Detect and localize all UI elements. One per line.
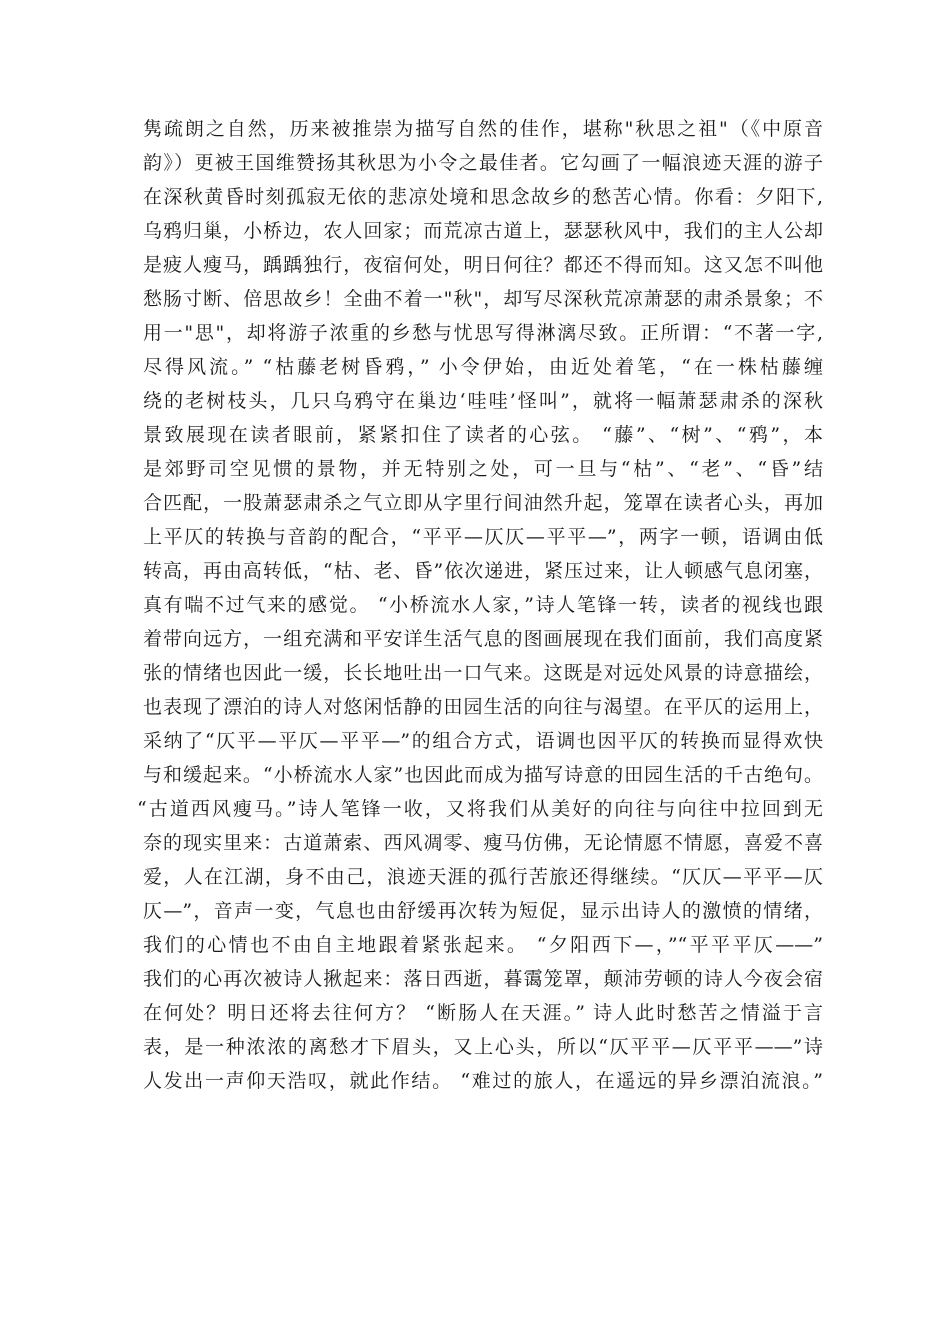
text-line: “古道西风瘦马。”诗人笔锋一收，又将我们从美好的向往与向往中拉回到无 bbox=[137, 798, 823, 820]
text-line: 上平仄的转换与音韵的配合，“平平—仄仄—平平—”，两字一顿，语调由低 bbox=[143, 526, 823, 548]
text-line: 奈的现实里来：古道萧索、西风凋零、瘦马仿佛，无论情愿不情愿，喜爱不喜 bbox=[143, 832, 823, 854]
text-line: 隽疏朗之自然，历来被推崇为描写自然的佳作，堪称"秋思之祖"（《中原音 bbox=[143, 118, 823, 140]
text-line: 表，是一种浓浓的离愁才下眉头，又上心头，所以“仄平平—仄平平——”诗 bbox=[143, 1036, 823, 1058]
text-line: 我们的心再次被诗人揪起来：落日西逝，暮霭笼罩，颠沛劳顿的诗人今夜会宿 bbox=[143, 968, 823, 990]
text-line: 与和缓起来。“小桥流水人家”也因此而成为描写诗意的田园生活的千古绝句。 bbox=[143, 764, 823, 786]
text-line: 张的情绪也因此一缓，长长地吐出一口气来。这既是对远处风景的诗意描绘， bbox=[143, 662, 823, 684]
text-line: 在深秋黄昏时刻孤寂无依的悲凉处境和思念故乡的愁苦心情。你看：夕阳下, bbox=[143, 186, 823, 208]
text-line: 转高，再由高转低，“枯、老、昏”依次递进，紧压过来，让人顿感气息闭塞， bbox=[143, 560, 823, 582]
text-line: 我们的心情也不由自主地跟着紧张起来。 “夕阳西下—，”“平平平仄——” bbox=[143, 934, 823, 956]
text-line: 真有喘不过气来的感觉。 “小桥流水人家，”诗人笔锋一转，读者的视线也跟 bbox=[143, 594, 823, 616]
text-line: 也表现了漂泊的诗人对悠闲恬静的田园生活的向往与渴望。在平仄的运用上， bbox=[143, 696, 823, 718]
text-line: 景致展现在读者眼前，紧紧扣住了读者的心弦。 “藤”、“树”、“鸦”，本 bbox=[143, 424, 823, 446]
text-line: 人发出一声仰天浩叹，就此作结。 “难过的旅人，在遥远的异乡漂泊流浪。” bbox=[143, 1070, 823, 1092]
body-text bbox=[137, 112, 823, 1098]
text-line: 爱，人在江湖，身不由己，浪迹天涯的孤行苦旅还得继续。“仄仄—平平—仄 bbox=[143, 866, 823, 888]
text-line: 韵》）更被王国维赞扬其秋思为小令之最佳者。它勾画了一幅浪迹天涯的游子 bbox=[143, 152, 823, 174]
text-line: 着带向远方，一组充满和平安详生活气息的图画展现在我们面前，我们高度紧 bbox=[143, 628, 823, 650]
text-line: 合匹配，一股萧瑟肃杀之气立即从字里行间油然升起，笼罩在读者心头，再加 bbox=[143, 492, 823, 514]
text-line: 是郊野司空见惯的景物，并无特别之处，可一旦与“枯”、“老”、“昏”结 bbox=[143, 458, 823, 480]
text-line: 尽得风流。” “枯藤老树昏鸦，” 小令伊始，由近处着笔，“在一株枯藤缠 bbox=[143, 356, 823, 378]
text-line: 用一"思"，却将游子浓重的乡愁与忧思写得淋漓尽致。正所谓：“不著一字, bbox=[143, 322, 823, 344]
text-line: 在何处？明日还将去往何方？ “断肠人在天涯。” 诗人此时愁苦之情溢于言 bbox=[143, 1002, 823, 1024]
text-line: 绕的老树枝头，几只乌鸦守在巢边‘哇哇’怪叫”，就将一幅萧瑟肃杀的深秋 bbox=[143, 390, 823, 412]
text-line: 愁肠寸断、倍思故乡！全曲不着一"秋"，却写尽深秋荒凉萧瑟的肃杀景象；不 bbox=[143, 288, 823, 310]
text-line: 乌鸦归巢，小桥边，农人回家；而荒凉古道上，瑟瑟秋风中，我们的主人公却 bbox=[143, 220, 823, 242]
text-line: 仄—”，音声一变，气息也由舒缓再次转为短促，显示出诗人的激愤的情绪， bbox=[143, 900, 823, 922]
text-line: 采纳了“仄平—平仄—平平—”的组合方式，语调也因平仄的转换而显得欢快 bbox=[143, 730, 823, 752]
text-line: 是疲人瘦马，踽踽独行，夜宿何处，明日何往？都还不得而知。这又怎不叫他 bbox=[143, 254, 823, 276]
